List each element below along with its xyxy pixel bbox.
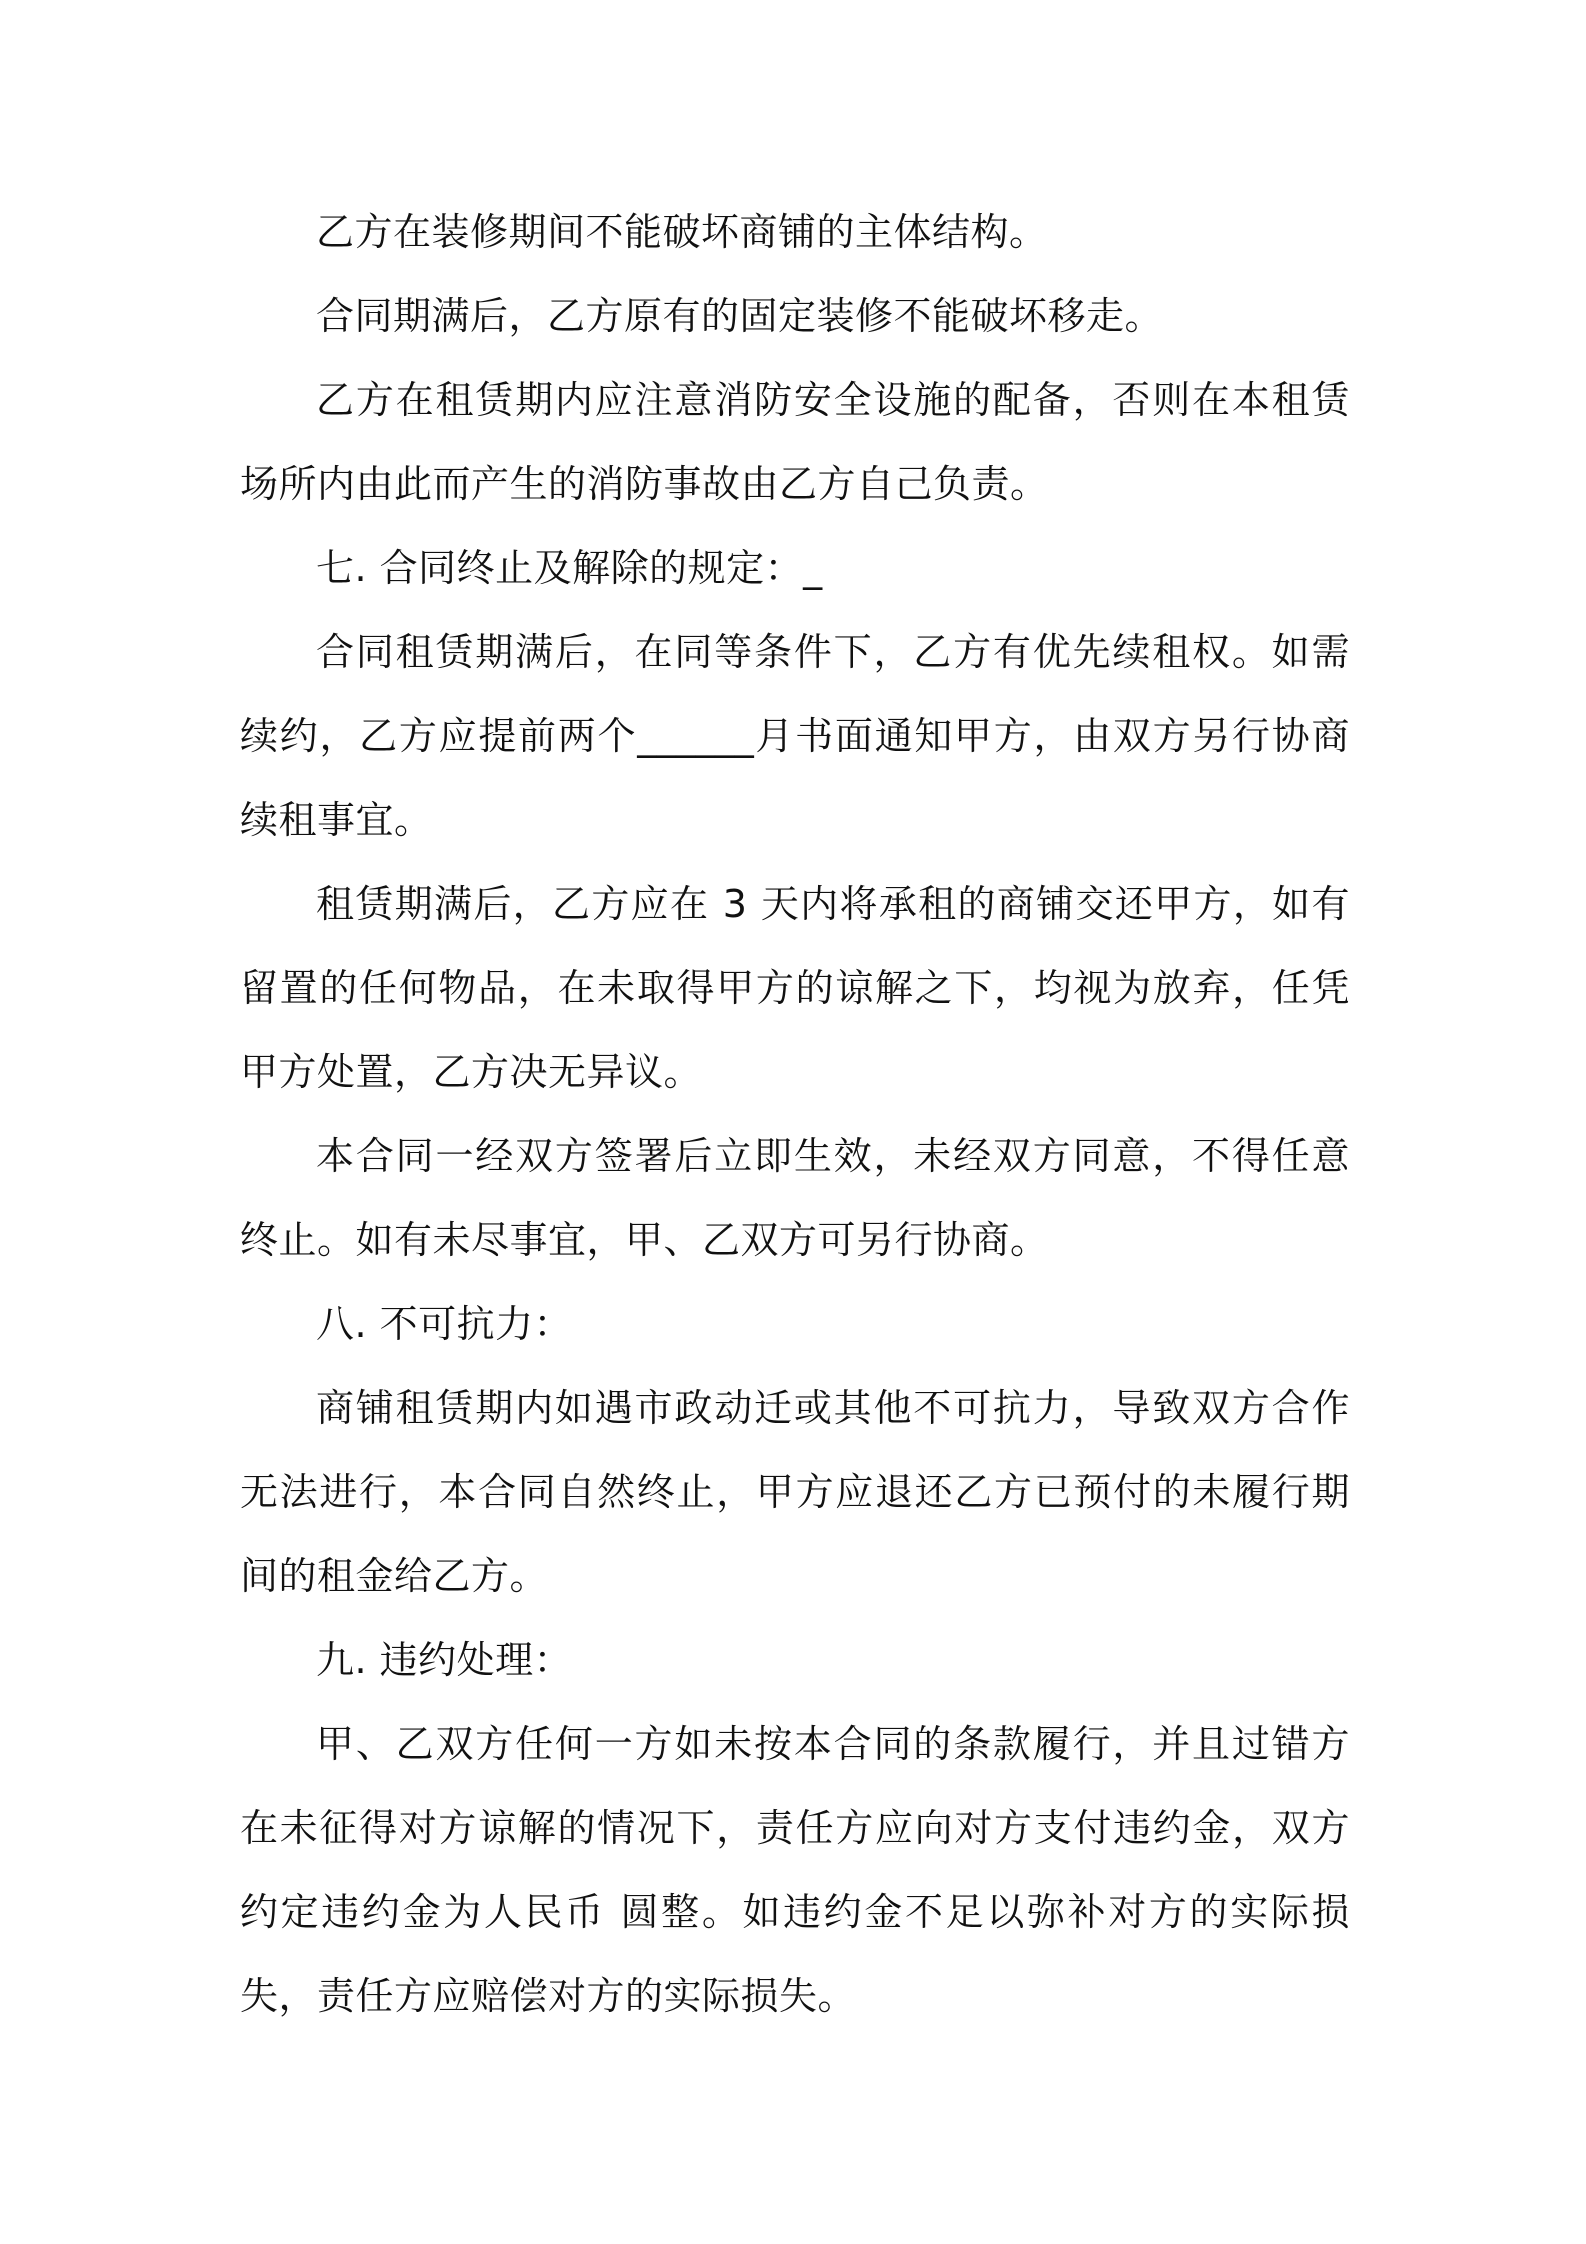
paragraph-decoration-structure: 乙方在装修期间不能破坏商铺的主体结构。 xyxy=(316,210,1048,254)
section-heading-force-majeure: 八. 不可抗力： xyxy=(316,1302,573,1346)
document-body xyxy=(240,190,1350,2038)
paragraph-force-majeure: 商铺租赁期内如遇市政动迁或其他不可抗力，导致双方合作无法进行，本合同自然终止，甲方应退还乙方已预付的未履行期间的租金给乙方。 xyxy=(240,1386,1350,1598)
section-heading-breach: 九. 违约处理： xyxy=(316,1638,573,1682)
paragraph-return-premises: 租赁期满后，乙方应在 3 天内将承租的商铺交还甲方，如有留置的任何物品，在未取得甲方的谅解之下，均视为放弃，任凭甲方处置，乙方决无异议。 xyxy=(240,882,1350,1094)
paragraph-renewal: 合同租赁期满后，在同等条件下，乙方有优先续租权。如需续约，乙方应提前两个______月书面通知甲方，由双方另行协商续租事宜。 xyxy=(240,630,1350,842)
paragraph-fire-safety: 乙方在租赁期内应注意消防安全设施的配备，否则在本租赁场所内由此而产生的消防事故由乙方自己负责。 xyxy=(240,378,1350,506)
paragraph-effectiveness: 本合同一经双方签署后立即生效，未经双方同意，不得任意终止。如有未尽事宜，甲、乙双方可另行协商。 xyxy=(240,1134,1350,1262)
paragraph-fixed-decoration: 合同期满后，乙方原有的固定装修不能破坏移走。 xyxy=(316,294,1164,338)
section-heading-termination: 七. 合同终止及解除的规定：_ xyxy=(316,546,823,590)
paragraph-breach-penalty: 甲、乙双方任何一方如未按本合同的条款履行，并且过错方在未征得对方谅解的情况下，责任方应向对方支付违约金，双方约定违约金为人民币 圆整。如违约金不足以弥补对方的实际损失，责任方应赔偿对方的实际损失。 xyxy=(240,1722,1350,2018)
